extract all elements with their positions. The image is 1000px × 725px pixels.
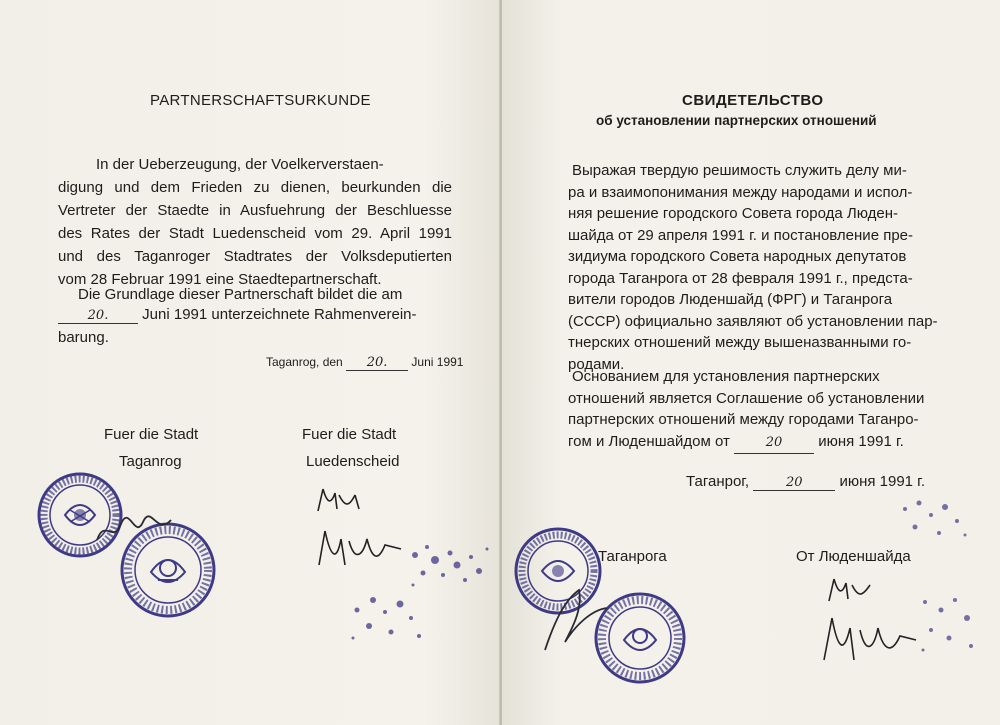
left-sign-taganrog-line1: Fuer die Stadt <box>104 426 199 443</box>
left-p1-line-1: In der Ueberzeugung, der Voelkerverstaen- <box>96 156 384 173</box>
ink-speckles <box>915 590 985 660</box>
ink-speckles <box>345 590 435 650</box>
left-p2-line-3: barung. <box>58 329 109 346</box>
right-place-prefix: Таганрог, <box>686 473 750 490</box>
right-p1-line-2: ра и взаимопонимания между народами и испол- <box>568 183 913 201</box>
right-p2-date: 20 <box>734 432 814 455</box>
left-sign-luedenscheid-line1: Fuer die Stadt <box>302 426 397 443</box>
right-p2-line-2: отношений является Соглашение об установлении <box>568 389 925 407</box>
left-p2-date: 20. <box>58 308 138 324</box>
signature-luedenscheid-initials-ru <box>826 575 876 605</box>
right-p2-line-1: Основанием для установления партнерских <box>572 368 880 385</box>
left-p2-line-2 <box>58 306 417 324</box>
left-sign-luedenscheid-line2: Luedenscheid <box>306 453 400 470</box>
left-p2-line-2-text: Juni 1991 unterzeichnete Rahmenverein- <box>142 306 417 323</box>
right-place-date <box>686 473 925 491</box>
left-paragraph-1 <box>58 153 452 291</box>
right-place-suffix: июня 1991 г. <box>839 473 925 490</box>
right-p1-line-9: тнерских отношений между вышеназванными го- <box>568 334 912 351</box>
left-place-suffix: Juni 1991 <box>411 355 464 369</box>
signature-taganrog-ru <box>535 580 615 660</box>
right-p1-line-5: зидиума городского Совета народных депутатов <box>568 248 907 265</box>
left-sign-taganrog-line2: Taganrog <box>119 453 182 470</box>
left-p2-line-1: Die Grundlage dieser Partnerschaft bildet die am <box>78 286 403 303</box>
right-p1-line-7: вители городов Люденшайд (ФРГ) и Таганрога <box>568 291 893 308</box>
right-sign-luedenscheid: От Люденшайда <box>796 548 911 565</box>
left-p1-line-4: des Rates der Stadt Luedenscheid vom 29. April 1991 <box>58 225 452 242</box>
right-place-date-value: 20 <box>753 475 835 491</box>
right-paragraph-2 <box>568 366 944 454</box>
left-p1-line-2: digung und dem Frieden zu dienen, beurkunden die <box>58 179 452 196</box>
right-sign-taganrog: Таганрога <box>598 548 667 565</box>
left-place-prefix: Taganrog, den <box>266 355 343 369</box>
left-p1-line-5: und des Taganroger Stadtrates der Volksdeputierten <box>58 248 452 265</box>
right-paragraph-1 <box>568 160 944 375</box>
ink-speckles <box>895 495 975 545</box>
right-subtitle: об установлении партнерских отношений <box>596 113 877 128</box>
right-p1-line-4: шайда от 29 апреля 1991 г. и постановление пре- <box>568 226 913 244</box>
right-p1-line-10: родами. <box>568 355 625 373</box>
signature-taganrog <box>95 510 175 550</box>
signature-luedenscheid <box>315 525 405 575</box>
left-p1-line-3: Vertreter der Staedte in Ausfuehrung der Beschluesse <box>58 202 452 219</box>
signature-luedenscheid-initials <box>315 485 365 515</box>
right-p1-line-1: Выражая твердую решимость служить делу ми- <box>572 162 907 179</box>
signature-luedenscheid-ru <box>820 610 920 670</box>
right-p2-last-suffix: июня 1991 г. <box>818 432 904 450</box>
right-p2-line-3: партнерских отношений между городами Таганро- <box>568 411 919 428</box>
right-p1-line-8: (СССР) официально заявляют об установлении пар- <box>568 312 938 330</box>
right-p1-line-6: города Таганрога от 28 февраля 1991 г., предста- <box>568 269 913 287</box>
left-title: PARTNERSCHAFTSURKUNDE <box>150 92 371 109</box>
right-p2-last-prefix: гом и Люденшайдом от <box>568 432 730 450</box>
ink-speckles <box>405 535 495 595</box>
left-place-date <box>266 355 463 371</box>
left-p1-line-6: vom 28 Februar 1991 eine Staedtepartnerschaft. <box>58 271 382 288</box>
right-p2-line-4 <box>568 431 944 455</box>
left-place-date-value: 20. <box>346 355 408 371</box>
right-p1-line-3: няя решение городского Совета города Люден- <box>568 205 899 222</box>
right-title: СВИДЕТЕЛЬСТВО <box>682 92 824 109</box>
